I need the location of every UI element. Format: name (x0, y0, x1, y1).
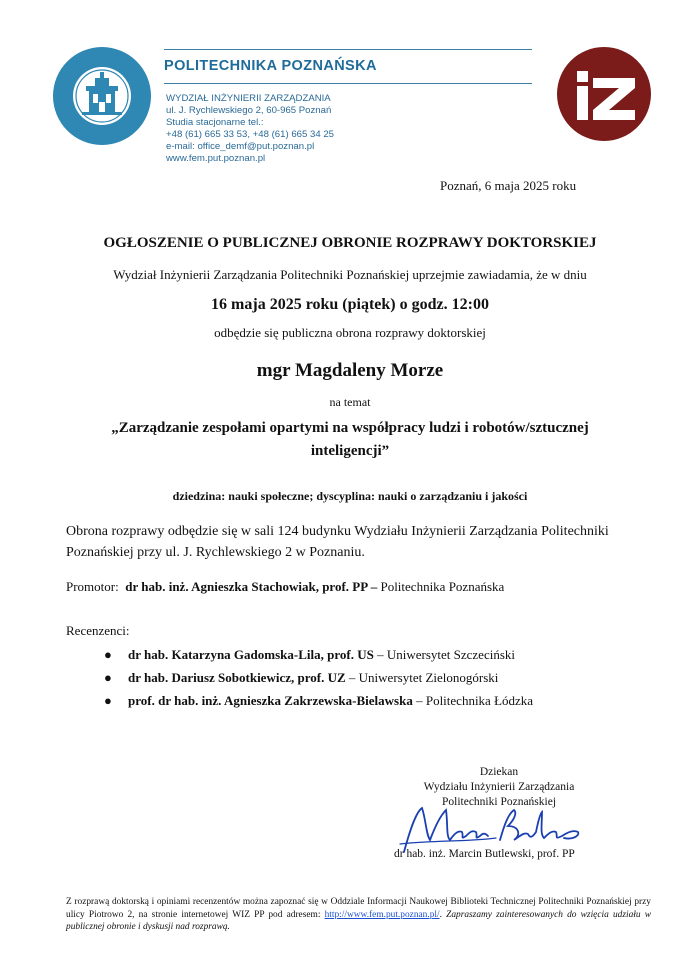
phone-numbers: +48 (61) 665 33 53, +48 (61) 665 34 25 (166, 128, 335, 140)
date-line: Poznań, 6 maja 2025 roku (440, 178, 577, 193)
promotor-name: dr hab. inż. Agnieszka Stachowiak, prof. PP – (125, 579, 378, 594)
dean-name: dr hab. inż. Marcin Butlewski, prof. PP (394, 848, 575, 860)
header-divider-top (164, 49, 532, 50)
footer-link[interactable]: http://www.fem.put.poznan.pl/ (324, 909, 440, 920)
list-item (104, 693, 533, 716)
reviewer-institution: – Politechnika Łódzka (416, 693, 534, 708)
topic-line-2: inteligencji” (310, 443, 390, 459)
list-item (104, 647, 533, 670)
dean-title: Dziekan (479, 766, 519, 778)
footer-invitation: Zapraszamy zainteresowanych do wzięcia udziału w publicznej obronie i dyskusji nad rozprawą. (66, 909, 651, 932)
promotor-label: Promotor: (66, 579, 119, 594)
bullet-icon: ● (104, 693, 112, 708)
dissertation-topic (40, 417, 660, 463)
list-item (104, 670, 533, 693)
iz-faculty-logo (556, 46, 652, 142)
faculty-address: ul. J. Rychlewskiego 2, 60-965 Poznań (166, 104, 332, 116)
reviewer-name: prof. dr hab. inż. Agnieszka Zakrzewska-Bielawska (128, 693, 413, 708)
footer-text: Z rozprawą doktorską i opiniami recenzentów można zapoznać się w Oddziale Informacji Naukowej Biblioteki Technicznej Politechniki Poznańskiej przy ulicy Piotrowo 2, na stronie internetowej WIZ PP pod adresem: (66, 897, 651, 920)
reviewer-institution: – Uniwersytet Szczeciński (377, 647, 515, 662)
email-link[interactable]: e-mail: office_demf@put.poznan.pl (166, 140, 315, 152)
discipline-fields: dziedzina: nauki społeczne; dyscyplina: nauki o zarządzaniu i jakości (172, 489, 528, 503)
announcement-title: OGŁOSZENIE O PUBLICZNEJ OBRONIE ROZPRAWY DOKTORSKIEJ (103, 235, 597, 251)
candidate-name: mgr Magdaleny Morze (256, 360, 444, 381)
promotor-institution: Politechnika Poznańska (380, 579, 505, 594)
defense-date-time: 16 maja 2025 roku (piątek) o godz. 12:00 (211, 296, 489, 313)
reviewer-name: dr hab. Dariusz Sobotkiewicz, prof. UZ (128, 670, 346, 685)
university-name: POLITECHNIKA POZNAŃSKA (164, 58, 377, 74)
topic-label: na temat (329, 395, 371, 409)
reviewers-list (104, 647, 533, 716)
reviewers-label: Recenzenci: (66, 623, 130, 638)
defense-statement: odbędzie się publiczna obrona rozprawy doktorskiej (214, 325, 486, 340)
venue-paragraph: Obrona rozprawy odbędzie się w sali 124 budynku Wydziału Inżynierii Zarządzania Politechniki Poznańskiej przy ul. J. Rychlewskiego 2 w Poznaniu. (66, 524, 609, 560)
reviewer-name: dr hab. Katarzyna Gadomska-Lila, prof. US (128, 647, 374, 662)
university-seal-logo (52, 46, 152, 146)
bullet-icon: ● (104, 647, 112, 662)
footer-note: Z rozprawą doktorską i opiniami recenzentów można zapoznać się w Oddziale Informacji Naukowej Biblioteki Technicznej Politechniki Poznańskiej przy ulicy Piotrowo 2, na stronie internetowej WIZ PP pod adresem: http://www.fem.put.poznan.pl/. Zapraszamy zainteresowanych do wzięcia udziału w publicznej obronie i dyskusji nad rozprawą. (66, 897, 651, 932)
dean-university: Politechniki Poznańskiej (441, 796, 557, 808)
reviewer-institution: – Uniwersytet Zielonogórski (348, 670, 499, 685)
promotor-line (66, 579, 504, 595)
website-link[interactable]: www.fem.put.poznan.pl (166, 152, 266, 164)
announcement-intro: Wydział Inżynierii Zarządzania Politechniki Poznańskiej uprzejmie zawiadamia, że w dniu (113, 267, 587, 282)
bullet-icon: ● (104, 670, 112, 685)
studies-label: Studia stacjonarne tel.: (166, 116, 264, 128)
topic-line-1: „Zarządzanie zespołami opartymi na współpracy ludzi i robotów/sztucznej (111, 420, 589, 436)
faculty-name: WYDZIAŁ INŻYNIERII ZARZĄDZANIA (166, 93, 331, 104)
header-divider-bottom (164, 83, 532, 84)
dean-faculty: Wydziału Inżynierii Zarządzania (423, 781, 575, 793)
contact-block (166, 93, 334, 164)
